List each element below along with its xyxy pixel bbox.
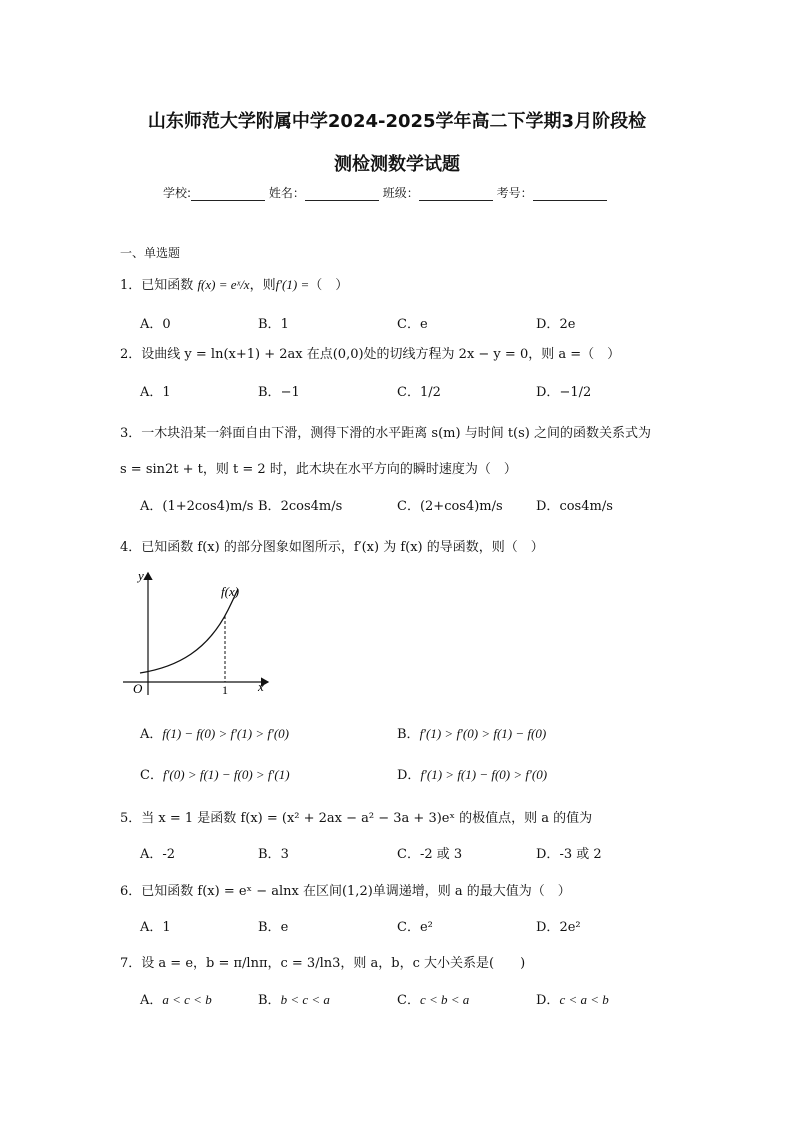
- q4-option-c[interactable]: C．f′(0) > f(1) − f(0) > f′(1): [140, 767, 290, 783]
- page-title-line1: 山东师范大学附属中学2024-2025学年高二下学期3月阶段检: [147, 111, 647, 132]
- question-1: 1．已知函数 f(x) = eˣ/x，则f′(1) =（ ）: [120, 277, 349, 293]
- school-label: 学校:: [163, 186, 192, 200]
- question-4: 4．已知函数 f(x) 的部分图象如图所示，f′(x) 为 f(x) 的导函数，则（ ）: [120, 540, 544, 555]
- name-blank[interactable]: [305, 188, 379, 201]
- header-fields: [163, 184, 607, 201]
- question-3-line2: s = sin2t + t，则 t = 2 时，此木块在水平方向的瞬时速度为（ ）: [120, 462, 517, 477]
- question-2: 2．设曲线 y = ln(x+1) + 2ax 在点(0,0)处的切线方程为 2x − y = 0，则 a =（ ）: [120, 347, 621, 362]
- q5-option-b[interactable]: B．3: [258, 847, 289, 862]
- q2-option-b[interactable]: B．−1: [258, 385, 300, 400]
- q1-formula: f(x) = eˣ/x: [197, 277, 250, 292]
- q4-option-d[interactable]: D．f′(1) > f(1) − f(0) > f′(0): [397, 767, 548, 783]
- school-blank[interactable]: [191, 188, 265, 201]
- question-5: 5．当 x = 1 是函数 f(x) = (x² + 2ax − a² − 3a + 3)eˣ 的极值点，则 a 的值为: [120, 811, 593, 826]
- q4-option-a[interactable]: A．f(1) − f(0) > f′(1) > f′(0): [140, 726, 289, 742]
- question-7: 7．设 a = e，b = π/lnπ，c = 3/ln3，则 a，b，c 大小关系是( ): [120, 956, 526, 971]
- q4-option-b[interactable]: B．f′(1) > f′(0) > f(1) − f(0): [397, 726, 547, 742]
- q1-option-a[interactable]: A．0: [140, 317, 171, 332]
- q6-option-d[interactable]: D．2e²: [536, 920, 581, 935]
- q3-option-b[interactable]: B．2cos4m/s: [258, 499, 343, 514]
- page-title-line2: 测检测数学试题: [334, 154, 460, 175]
- y-axis-label: y: [138, 568, 144, 583]
- section-heading: 一、单选题: [120, 246, 181, 260]
- q6-option-a[interactable]: A．1: [140, 920, 171, 935]
- q2-option-d[interactable]: D．−1/2: [536, 385, 592, 400]
- q1-option-d[interactable]: D．2e: [536, 317, 576, 332]
- x-axis-label: x: [258, 679, 264, 694]
- q2-option-a[interactable]: A．1: [140, 385, 171, 400]
- origin-label: O: [133, 681, 143, 696]
- q7-option-b[interactable]: B．b < c < a: [258, 992, 330, 1008]
- q1-option-c[interactable]: C．e: [397, 317, 428, 332]
- q5-option-d[interactable]: D．-3 或 2: [536, 847, 602, 862]
- class-label: 班级：: [382, 186, 419, 200]
- q7-option-d[interactable]: D．c < a < b: [536, 992, 609, 1008]
- exam-no-blank[interactable]: [533, 188, 607, 201]
- curve-label: f(x): [221, 584, 240, 599]
- q6-option-b[interactable]: B．e: [258, 920, 289, 935]
- question-3: 3．一木块沿某一斜面自由下滑，测得下滑的水平距离 s(m) 与时间 t(s) 之间的函数关系式为: [120, 426, 651, 441]
- q3-option-a[interactable]: A．(1+2cos4)m/s: [140, 499, 254, 514]
- q3-option-c[interactable]: C．(2+cos4)m/s: [397, 499, 503, 514]
- q3-option-d[interactable]: D．cos4m/s: [536, 499, 613, 514]
- name-label: 姓名：: [268, 186, 305, 200]
- q1-option-b[interactable]: B．1: [258, 317, 289, 332]
- question-6: 6．已知函数 f(x) = eˣ − alnx 在区间(1,2)单调递增，则 a 的最大值为（ ）: [120, 884, 571, 899]
- class-blank[interactable]: [419, 188, 493, 201]
- q7-option-c[interactable]: C．c < b < a: [397, 992, 470, 1008]
- tick-1-label: 1: [222, 683, 228, 697]
- function-graph: [118, 565, 278, 700]
- exam-no-label: 考号：: [496, 186, 533, 200]
- q6-option-c[interactable]: C．e²: [397, 920, 433, 935]
- q5-option-c[interactable]: C．-2 或 3: [397, 847, 463, 862]
- q2-option-c[interactable]: C．1/2: [397, 385, 441, 400]
- function-curve: [140, 589, 238, 673]
- q5-option-a[interactable]: A．-2: [140, 847, 176, 862]
- q7-option-a[interactable]: A．a < c < b: [140, 992, 212, 1008]
